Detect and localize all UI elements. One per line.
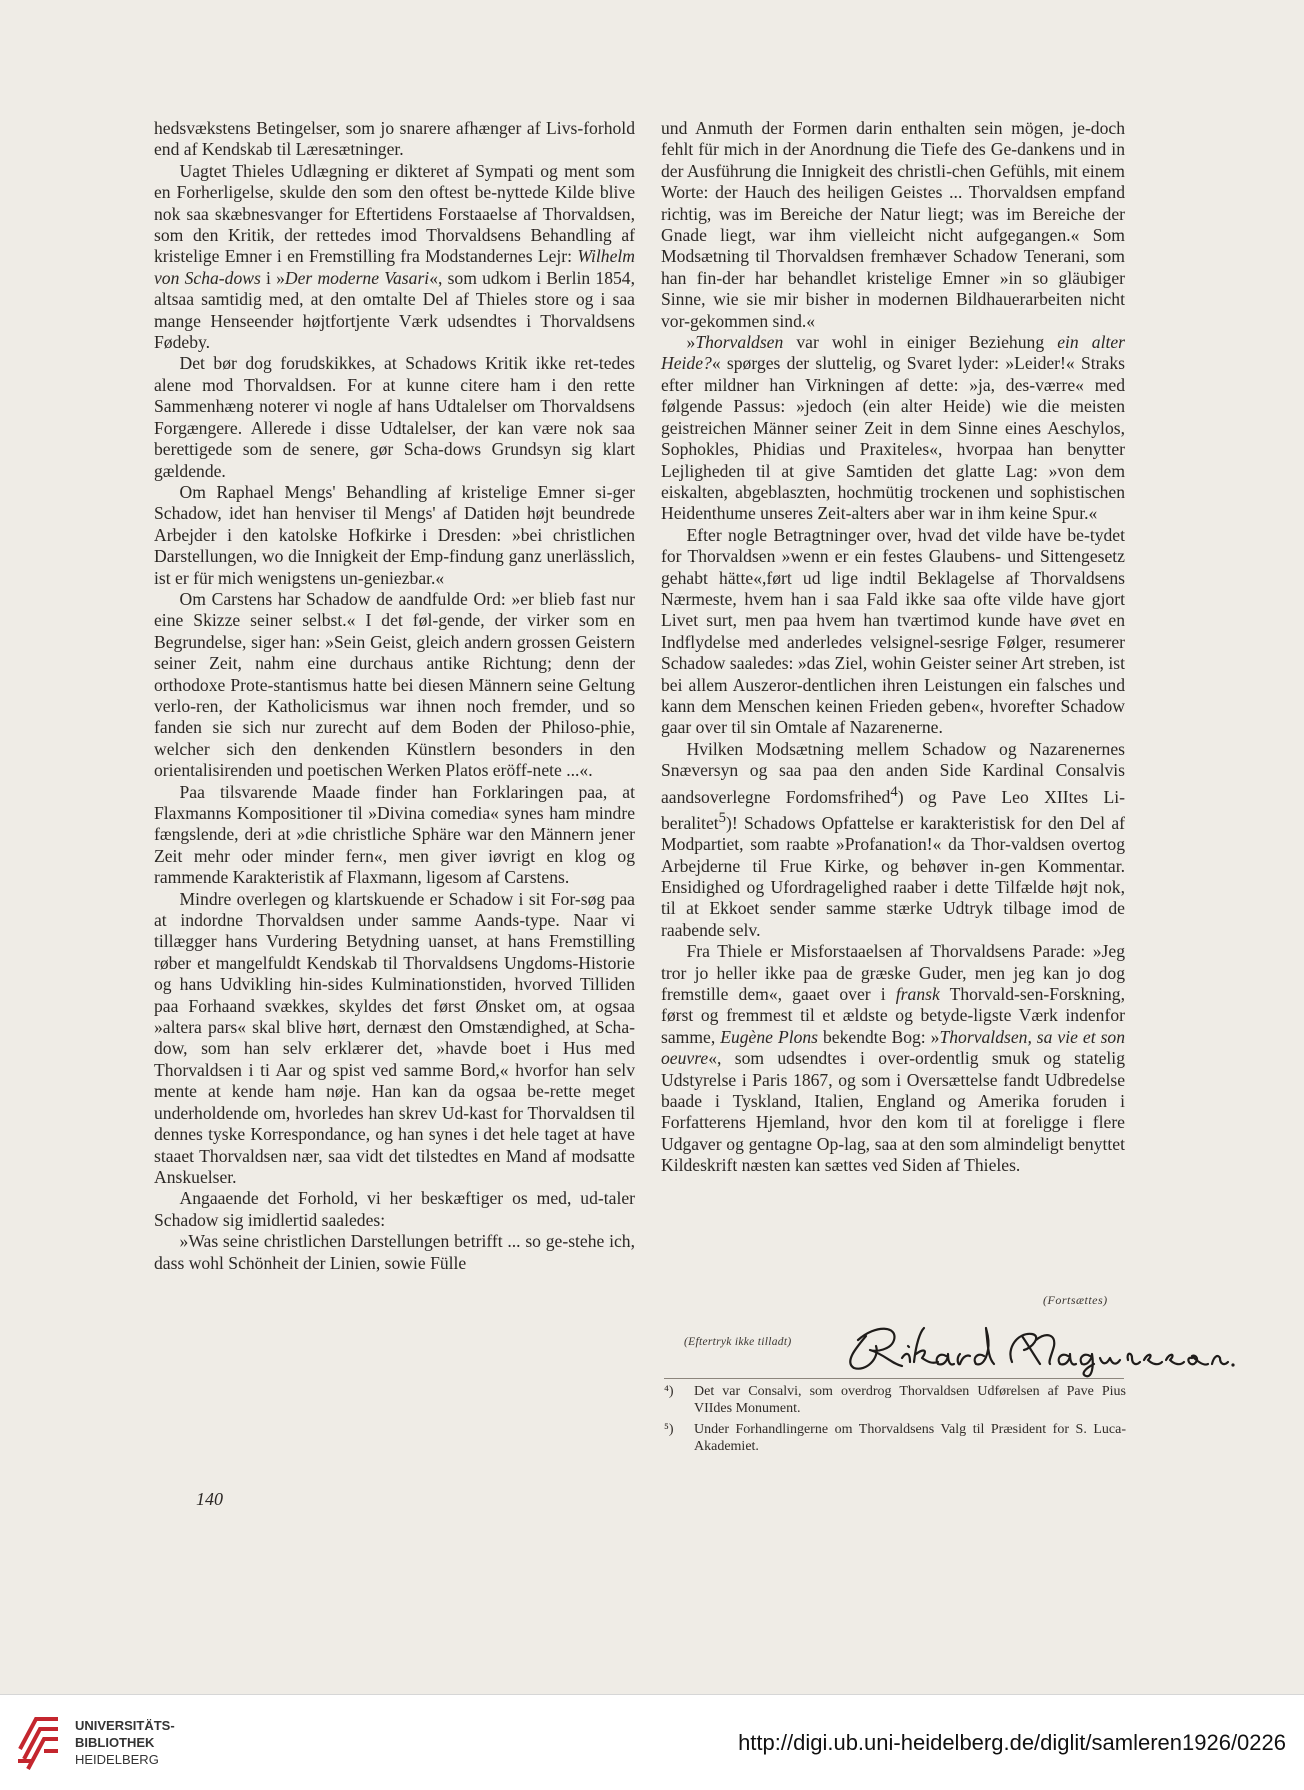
footnote-text: Det var Consalvi, som overdrog Thorvaldsen Udførelsen af Pave Pius VIIdes Monument. — [694, 1384, 1126, 1417]
footnote-mark: ⁵) — [664, 1421, 674, 1437]
library-logo-text[interactable] — [75, 1717, 175, 1768]
footnote-mark: ⁴) — [664, 1384, 674, 1399]
paragraph: Angaaende det Forhold, vi her beskæftiger os med, ud-taler Schadow sig imidlertid saaledes: — [154, 1188, 635, 1230]
paragraph: »Was seine christlichen Darstellungen betrifft ... so ge-stehe ich, dass wohl Schönheit der Linien, sowie Fülle — [154, 1231, 635, 1273]
permalink-url[interactable]: http://digi.ub.uni-heidelberg.de/diglit/samleren1926/0226 — [738, 1730, 1286, 1755]
footnote-rule — [664, 1378, 1124, 1379]
footnote-text: Under Forhandlingerne om Thorvaldsens Valg til Præsident for S. Luca-Akademiet. — [694, 1421, 1126, 1454]
library-logo-icon[interactable] — [14, 1709, 64, 1775]
paragraph: »Thorvaldsen var wohl in einiger Beziehung ein alter Heide?« spørges der sluttelig, og Svaret lyder: »Leider!« Straks efter mildner han Virkningen af dette: »ja, des-værre« med følgende Passus: »jedoch (ein alter Heide) wie die meisten geistreichen Männer seiner Zeit in dem Sinne eines Aeschylos, Sophokles, Phidias und Praxiteles«, hvorpaa han benytter Lejligheden til at give Samtiden det glatte Lag: »von dem eiskalten, abgeblaszten, hochmütig trockenen und sophistischen Heidenthume unseres Zeit-alters aber war in ihm keine Spur.« — [661, 332, 1126, 524]
text-column-left — [154, 118, 635, 1274]
page-number: 140 — [196, 1489, 223, 1509]
paragraph: Om Carstens har Schadow de aandfulde Ord: »er blieb fast nur eine Skizze seiner selbst.« I det føl-gende, der virker som en Begrundelse, siger han: »Sein Geist, gleich andern grossen Geistern seiner Zeit, nahm eine durchaus antike Richtung; denn der orthodoxe Prote-stantismus hatte bei diesen Männern seine Geltung verlo-ren, der Katholicismus war ihnen noch fremder, und so fanden sie sich nur zurecht auf dem Boden der Philoso-phie, welcher sich den denkenden Künstlern besonders in den orientalisirenden und poetischen Werken Platos eröff-nete ...«. — [154, 588, 635, 781]
logo-line-2: BIBLIOTHEK — [75, 1735, 155, 1750]
library-footer — [0, 1694, 1304, 1790]
paragraph: Mindre overlegen og klartskuende er Schadow i sit For-søg paa at indordne Thorvaldsen under samme Aands-type. Naar vi tillægger hans Vurdering Betydning uanset, at hans Fremstilling røber et mangelfuldt Kendskab til Thorvaldsens Ungdoms-Historie og hans Udvikling hin-sides Kulminationstiden, hvorved Tilliden paa Forhaand svækkes, skyldes det først Ønsket om, at ogsaa »altera pars« skal blive hørt, dernæst den Omstændighed, at Scha-dow, som han selv erklærer det, »havde boet i Hus med Thorvaldsen i ti Aar og spist ved samme Bord,« hvorfor han selv mente at kende ham nøje. Han kan da ogsaa be-rette meget underholdende om, hvorledes han skrev Ud-kast for Thorvaldsen til dennes tyske Korrespondance, og han synes i det hele taget at have staaet Thorvaldsen nær, saa vidt det tilstedtes en Mand af modsatte Anskuelser. — [154, 888, 635, 1187]
paragraph: und Anmuth der Formen darin enthalten sein mögen, je-doch fehlt für mich in der Anordnung die Tiefe des Ge-dankens und in der Ausführung die Innigkeit des christli-chen Gefühls, mit einem Worte: der Hauch des heiligen Geistes ... Thorvaldsen empfand richtig, was im Bereiche der Natur liegt; was im Bereiche der Gnade liegt, war ihm vielleicht nicht aufgegangen.« Som Modsætning til Thorvaldsen fremhæver Schadow Tenerani, som han fin-der har behandlet kristelige Emner »in so gläubiger Sinne, wie sie mir bisher in modernen Bildhauerarbeiten nicht vor-gekommen sind.« — [661, 118, 1125, 331]
author-signature — [836, 1318, 1236, 1378]
footnotes — [664, 1383, 1126, 1458]
paragraph: Efter nogle Betragtninger over, hvad det vilde have be-tydet for Thorvaldsen »wenn er ein festes Glaubens- und Sittengesetz gehabt hätte«,ført ud lige indtil Beklagelse af Thorvaldsens Nærmeste, hvem han i saa Fald ikke saa ofte vilde have gjort Livet surt, men paa hvem han tværtimod kunde have øvet en Indflydelse med anderledes velsignel-sesrige Følger, resumerer Schadow saaledes: »das Ziel, wohin Geister seiner Art streben, ist bei allem Auszeror-dentlichen ihren Leistungen ein falsches und kann dem Menschen keinen Frieden geben«, hvorefter Schadow gaar over til sin Omtale af Nazarenerne. — [661, 524, 1125, 738]
continued-note: (Fortsættes) — [1043, 1293, 1108, 1307]
footnote — [664, 1383, 1126, 1418]
logo-line-1: UNIVERSITÄTS- — [75, 1718, 175, 1733]
paragraph: Hvilken Modsætning mellem Schadow og Nazarenernes Snæversyn og saa paa den anden Side Kardinal Consalvis aandsoverlegne Fordomsfrihed$^4$) og Pave Leo XIItes Li-beralitet$^5$)! Schadows Opfattelse er karakteristisk for den Del af Modpartiet, som raabte »Profanation!« da Thor-valdsen overtog Arbejderne til Frue Kirke, og behøver in-gen Kommentar. Ensidighed og Ufordragelighed raaber i dette Tilfælde højt nok, til at Ekkoet sender samme stærke Udtryk tilbage imod de raabende selv. — [661, 738, 1125, 940]
paragraph: hedsvækstens Betingelser, som jo snarere afhænger af Livs-forhold end af Kendskab til Læresætninger. — [154, 118, 635, 160]
paragraph: Om Raphael Mengs' Behandling af kristelige Emner si-ger Schadow, idet han henviser til Mengs' af Datiden højt beundrede Arbejder i den katolske Hofkirke i Dresden: »bei christlichen Darstellungen, wo die Innigkeit der Emp-findung ganz unerlässlich, ist er für mich wenigstens un-geniezbar.« — [154, 481, 635, 588]
paragraph: Uagtet Thieles Udlægning er dikteret af Sympati og ment som en Forherligelse, skulde den som den oftest be-nyttede Kilde blive nok saa skæbnesvanger for Eftertidens Forstaaelse af Thorvaldsen, som den Kritik, der rettedes imod Thorvaldsens Behandling af kristelige Emner i en Fremstilling fra Modstandernes Lejr: Wilhelm von Scha-dows i »Der moderne Vasari«, som udkom i Berlin 1854, altsaa samtidig med, at den omtalte Del af Thieles store og i saa mange Henseender højtfortjente Værk udsendtes i Thorvaldsens Fødeby. — [154, 160, 635, 353]
paragraph: Paa tilsvarende Maade finder han Forklaringen paa, at Flaxmanns Kompositioner til »Divina comedia« synes ham mindre fængslende, deri at »die christliche Sphäre war den Männern jener Zeit mehr oder minder fern«, men giver iøvrigt en klog og rammende Karakteristik af Flaxmann, ligesom af Carstens. — [154, 781, 635, 888]
text-column-right — [661, 118, 1125, 1177]
footnote — [664, 1421, 1126, 1456]
paragraph: Fra Thiele er Misforstaaelsen af Thorvaldsens Parade: »Jeg tror jo heller ikke paa de græske Guder, men jeg kan jo dog fremstille dem«, gaaet over i fransk Thorvald-sen-Forskning, først og fremmest til et ældste og betyde-ligste Værk indenfor samme, Eugène Plons bekendte Bog: »Thorvaldsen, sa vie et son oeuvre«, som udsendtes i over-ordentlig smuk og statelig Udstyrelse i Paris 1867, og som i Oversættelse fandt Udbredelse baade i Tyskland, Italien, England og Amerika foruden i Forfatterens Hjemland, hvor den kom til at foreligge i flere Udgaver og gentagne Op-lag, saa at den som almindeligt benyttet Kildeskrift næsten kan sættes ved Siden af Thieles. — [661, 941, 1126, 1176]
reprint-note: (Eftertryk ikke tilladt) — [684, 1336, 792, 1348]
logo-line-3: HEIDELBERG — [75, 1752, 159, 1767]
paragraph: Det bør dog forudskikkes, at Schadows Kritik ikke ret-tedes alene mod Thorvaldsen. For at kunne citere ham i den rette Sammenhæng noterer vi nogle af hans Udtalelser om Thorvaldsens Forgængere. Allerede i disse Udtalelser, der kan være nok saa berettigede som de senere, gør Scha-dows Grundsyn sig klart gældende. — [154, 353, 635, 481]
